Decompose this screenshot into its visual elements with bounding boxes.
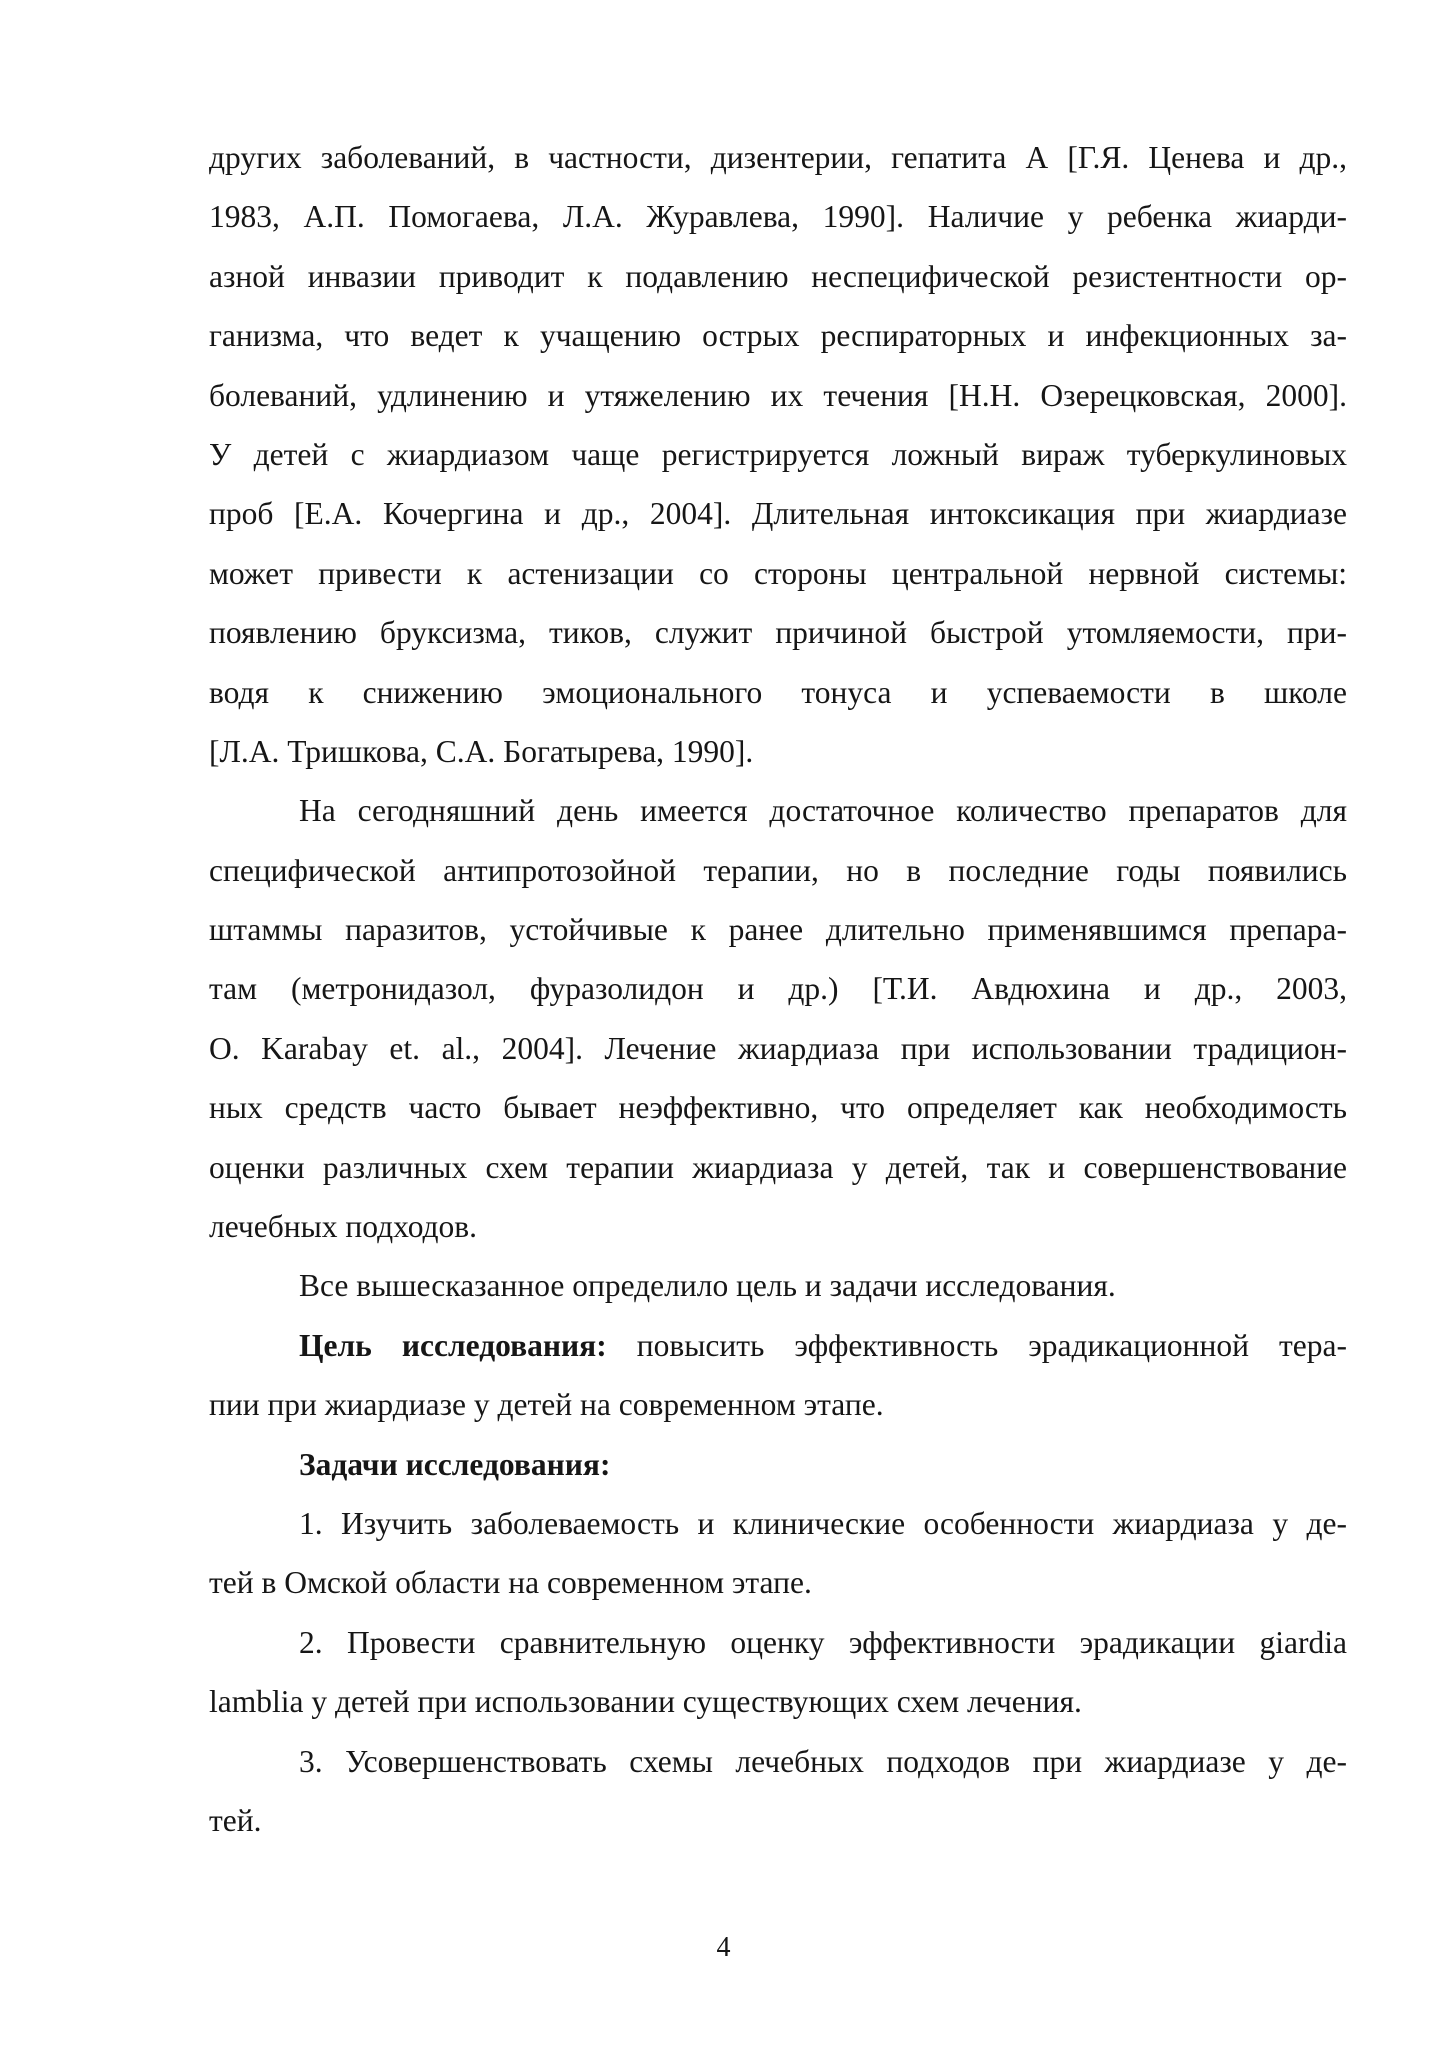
text-line: водя к снижению эмоционального тонуса и успеваемости в школе <box>209 674 1347 710</box>
task-line: 2. Провести сравнительную оценку эффективности эрадикации giardia <box>299 1624 1347 1660</box>
goal-second-line: пии при жиардиазе у детей на современном этапе. <box>209 1387 884 1423</box>
tasks-list <box>209 1494 1347 1850</box>
paragraph-intro <box>209 128 1347 781</box>
page-number: 4 <box>716 1932 731 1963</box>
task-item <box>209 1732 1347 1851</box>
paragraph-drugs <box>209 781 1347 1256</box>
goal-label: Цель исследования: <box>299 1327 607 1363</box>
task-line: тей в Омской области на современном этапе. <box>209 1565 812 1601</box>
text-line: O. Karabay et. al., 2004]. Лечение жиардиаза при использовании традицион- <box>209 1030 1347 1066</box>
text-line: азной инвазии приводит к подавлению неспецифической резистентности ор- <box>209 258 1347 294</box>
task-line: lamblia у детей при использовании существующих схем лечения. <box>209 1684 1082 1720</box>
task-line: 3. Усовершенствовать схемы лечебных подходов при жиардиазе у де- <box>299 1743 1347 1779</box>
text-line: ганизма, что ведет к учащению острых респираторных и инфекционных за- <box>209 318 1347 354</box>
text-line: появлению бруксизма, тиков, служит причиной быстрой утомляемости, при- <box>209 615 1347 651</box>
task-item <box>209 1494 1347 1613</box>
task-item <box>209 1613 1347 1732</box>
text-line: 1983, А.П. Помогаева, Л.А. Журавлева, 1990]. Наличие у ребенка жиарди- <box>209 199 1347 235</box>
goal-text: повысить эффективность эрадикационной тера- <box>606 1327 1347 1363</box>
text-line: специфической антипротозойной терапии, но в последние годы появились <box>209 852 1347 888</box>
task-line: тей. <box>209 1802 262 1838</box>
paragraph-summary <box>209 1256 1347 1315</box>
text-line: болеваний, удлинению и утяжелению их течения [Н.Н. Озерецковская, 2000]. <box>209 377 1347 413</box>
text-line: [Л.А. Тришкова, С.А. Богатырева, 1990]. <box>209 733 754 769</box>
body-text <box>209 128 1347 1850</box>
text-line: проб [Е.А. Кочергина и др., 2004]. Длительная интоксикация при жиардиазе <box>209 496 1347 532</box>
text-line: может привести к астенизации со стороны центральной нервной системы: <box>209 555 1347 591</box>
text-line: оценки различных схем терапии жиардиаза у детей, так и совершенствование <box>209 1149 1347 1185</box>
text-line: лечебных подходов. <box>209 1209 478 1245</box>
text-line: На сегодняшний день имеется достаточное количество препаратов для <box>299 793 1347 829</box>
text-line: других заболеваний, в частности, дизентерии, гепатита А [Г.Я. Ценева и др., <box>209 140 1347 175</box>
research-goal <box>209 1316 1347 1435</box>
text-line: Все вышесказанное определило цель и задачи исследования. <box>299 1268 1116 1304</box>
text-line: там (метронидазол, фуразолидон и др.) [Т.И. Авдюхина и др., 2003, <box>209 971 1347 1007</box>
text-line: У детей с жиардиазом чаще регистрируется ложный вираж туберкулиновых <box>209 436 1347 472</box>
tasks-heading: Задачи исследования: <box>299 1446 611 1482</box>
goal-first-line <box>209 1316 1347 1375</box>
text-line: ных средств часто бывает неэффективно, что определяет как необходимость <box>209 1090 1347 1126</box>
task-line: 1. Изучить заболеваемость и клинические особенности жиардиаза у де- <box>299 1505 1347 1541</box>
text-line: штаммы паразитов, устойчивые к ранее длительно применявшимся препара- <box>209 912 1347 948</box>
